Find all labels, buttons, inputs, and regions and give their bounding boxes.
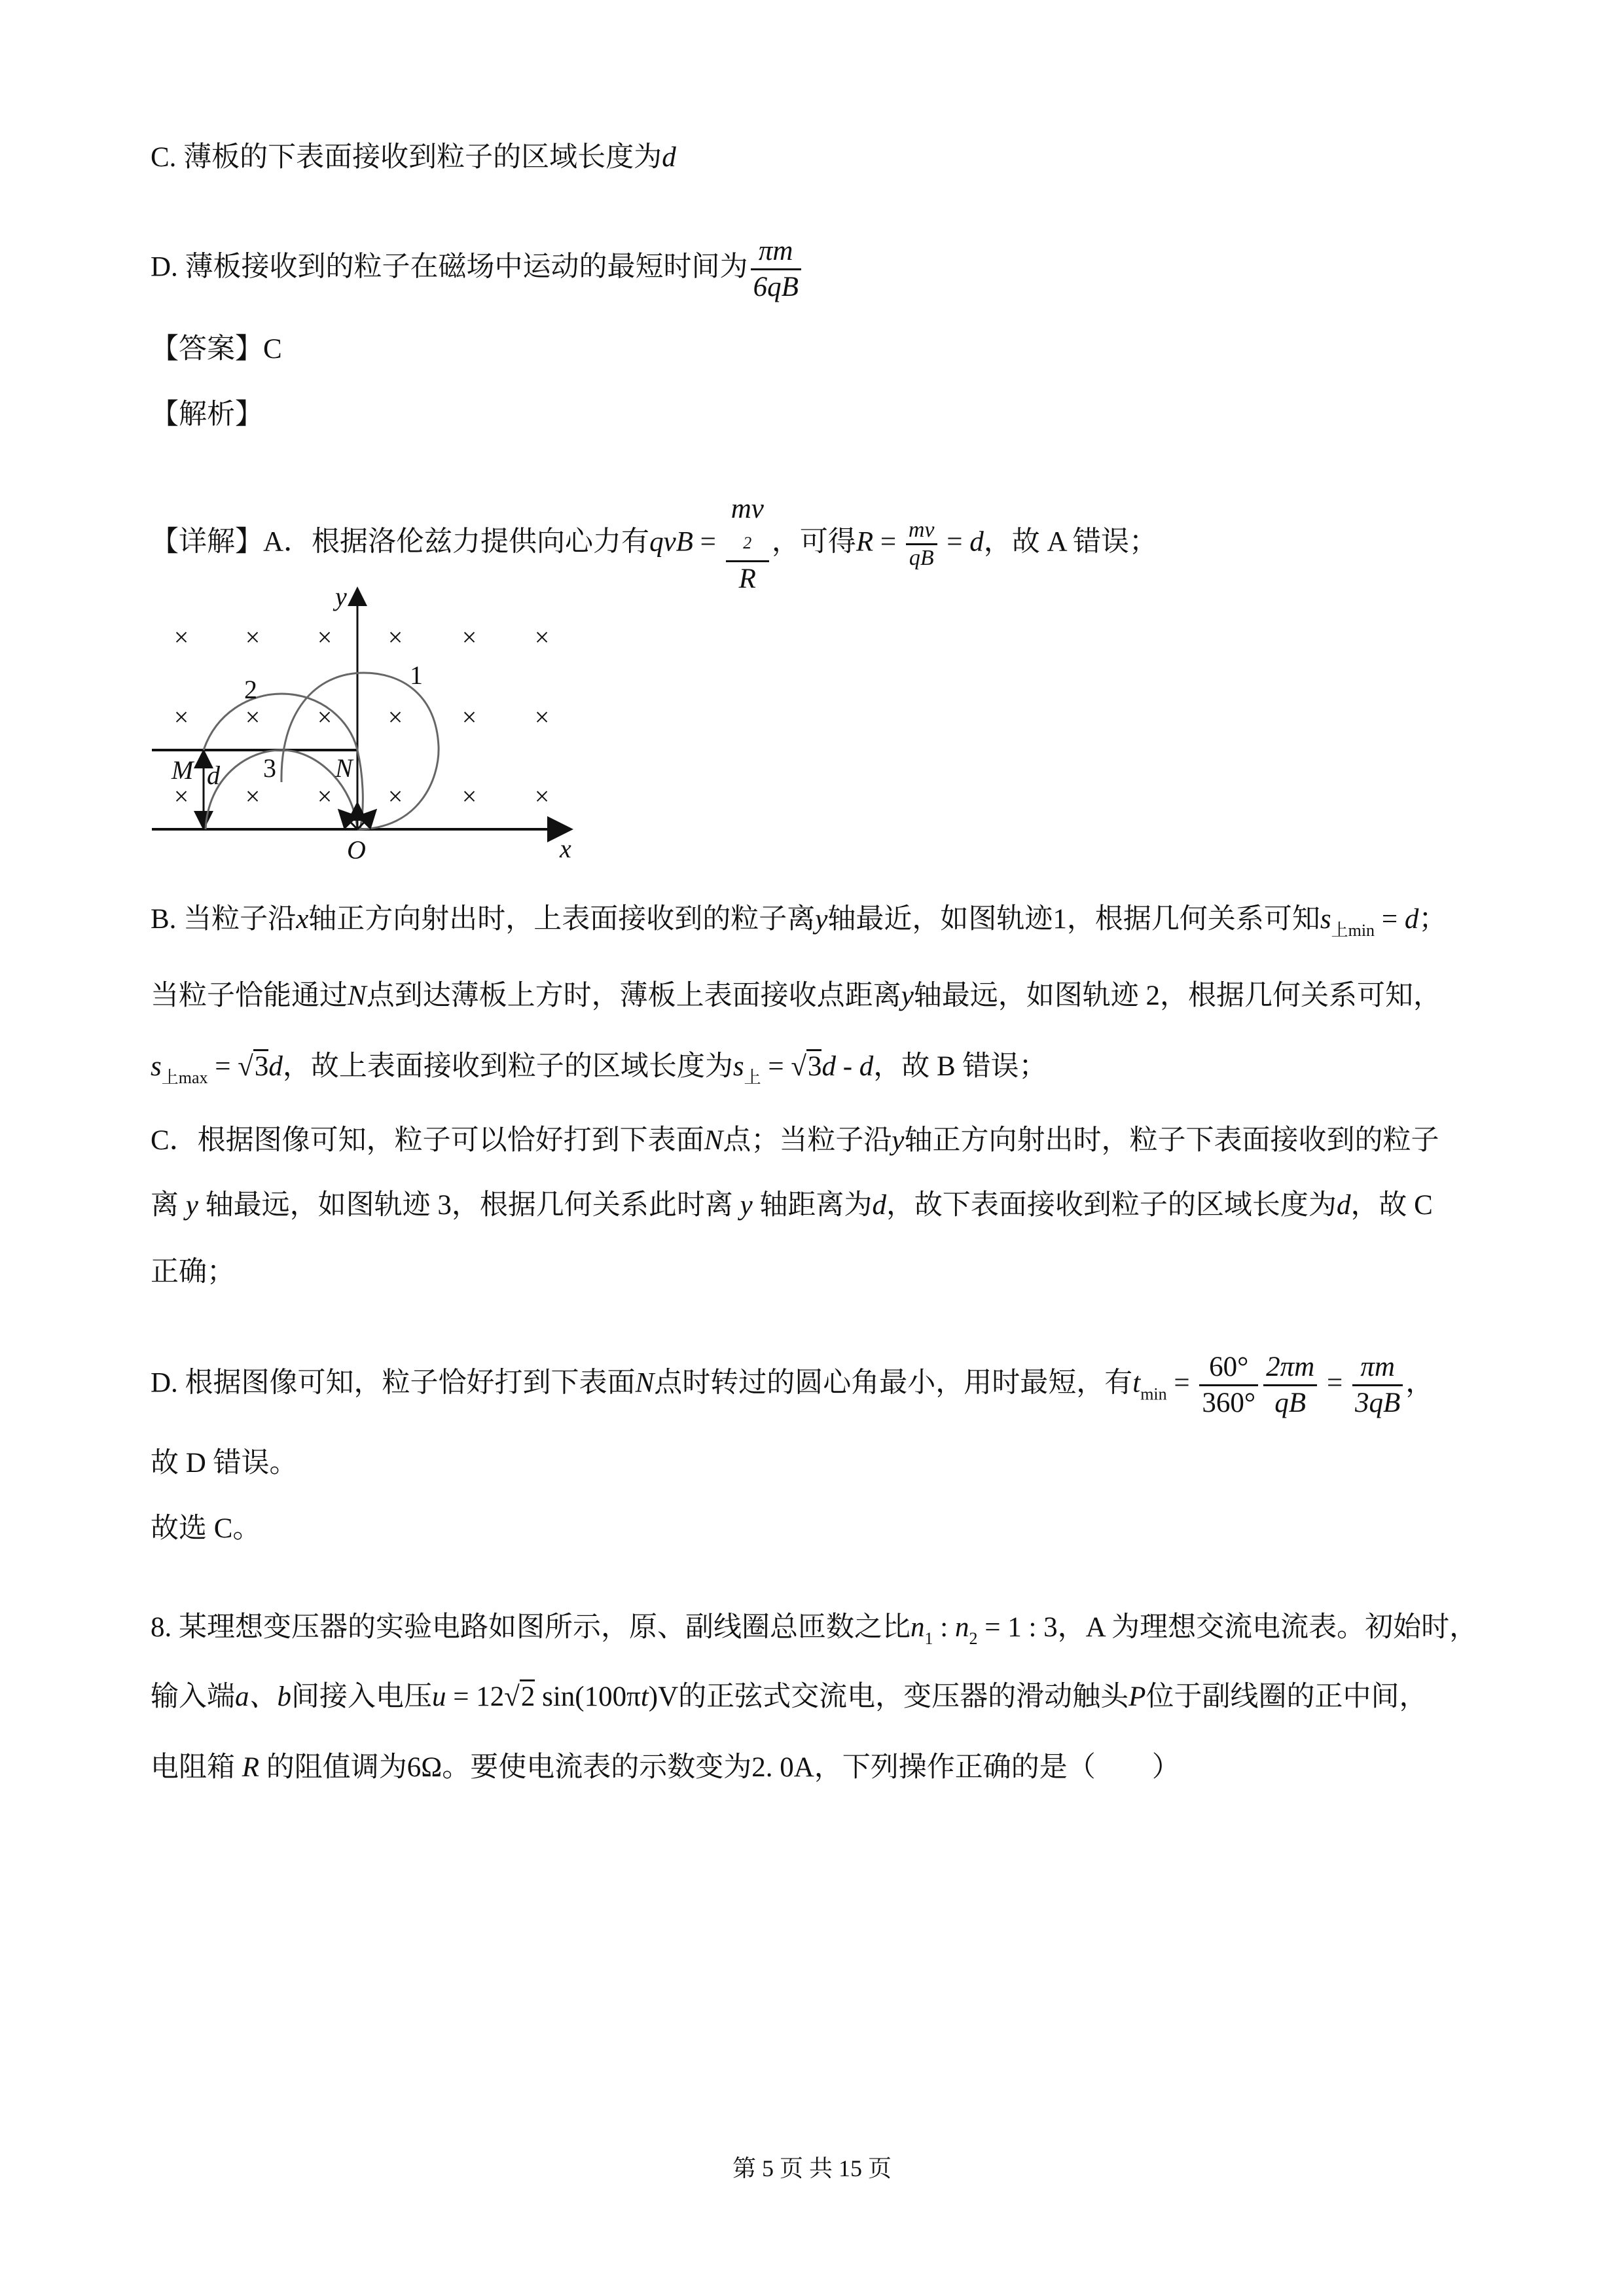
svg-text:1: 1 bbox=[410, 660, 423, 690]
text: 轴最远，如图轨迹 3，根据几何关系此时离 bbox=[205, 1190, 733, 1221]
numerator: πm bbox=[1352, 1350, 1403, 1386]
math: n bbox=[954, 1612, 969, 1643]
math: n bbox=[911, 1612, 925, 1643]
math: P bbox=[1128, 1681, 1146, 1712]
svg-text:×: × bbox=[317, 781, 333, 811]
math: x bbox=[296, 904, 309, 935]
d-line-1: D. 根据图像可知，粒子恰好打到下表面N点时转过的圆心角最小，用时最短，有$t_{min}$ = $\frac{60^\circ}{360^\circ}$ $\frac{2\pi m}{qB}$ = $\frac{\pi m}{3qB}$ ， bbox=[151, 1350, 1434, 1420]
fraction bbox=[1199, 1350, 1258, 1420]
math: t bbox=[1132, 1367, 1141, 1399]
subscript: min bbox=[1140, 1384, 1167, 1404]
svg-text:3: 3 bbox=[263, 753, 276, 783]
math: s bbox=[151, 1051, 162, 1082]
math: t bbox=[640, 1681, 649, 1712]
text: ，故 B 错误； bbox=[873, 1051, 1047, 1082]
math: = 12 bbox=[446, 1681, 505, 1712]
numerator: mv bbox=[906, 517, 937, 545]
text: A．根据洛伦兹力提供向心力有 bbox=[263, 526, 650, 558]
option-c bbox=[151, 138, 676, 177]
numerator: πm bbox=[751, 234, 801, 270]
fraction bbox=[726, 492, 769, 596]
denominator: R bbox=[738, 564, 756, 594]
text: C．根据图像可知，粒子可以恰好打到下表面 bbox=[151, 1125, 704, 1156]
svg-text:×: × bbox=[461, 622, 477, 652]
analysis-label: 【解析】 bbox=[151, 399, 263, 430]
option-label: D. bbox=[151, 251, 185, 283]
svg-text:d: d bbox=[207, 761, 220, 790]
d-line-3: 故选 C。 bbox=[151, 1513, 261, 1544]
math-var: d bbox=[662, 142, 676, 173]
svg-text:x: x bbox=[560, 834, 571, 863]
radicand: 3 bbox=[806, 1049, 822, 1082]
text: 间接入电压 bbox=[291, 1681, 432, 1712]
math: a、b bbox=[235, 1681, 291, 1712]
svg-text:M: M bbox=[171, 755, 194, 785]
denominator: 3qB bbox=[1355, 1388, 1401, 1418]
text: ，故下表面接收到粒子的区域长度为 bbox=[886, 1190, 1337, 1221]
fraction bbox=[906, 517, 937, 571]
math: y bbox=[185, 1190, 198, 1221]
option-label: C. bbox=[151, 142, 184, 173]
svg-text:×: × bbox=[388, 622, 403, 652]
svg-text:×: × bbox=[388, 781, 403, 811]
math: N bbox=[704, 1125, 723, 1156]
answer-value: C bbox=[263, 334, 282, 365]
svg-text:×: × bbox=[173, 781, 189, 811]
svg-text:N: N bbox=[335, 753, 353, 783]
text: 输入端 bbox=[151, 1681, 235, 1712]
c-line-1 bbox=[151, 1121, 1439, 1160]
math: s bbox=[732, 1051, 744, 1082]
math: = 1 : 3 bbox=[984, 1612, 1058, 1643]
svg-text:2: 2 bbox=[244, 675, 257, 704]
denominator: 360° bbox=[1202, 1388, 1256, 1418]
option-text: 薄板的下表面接收到粒子的区域长度为 bbox=[183, 142, 662, 173]
svg-text:×: × bbox=[534, 781, 550, 811]
svg-text:×: × bbox=[461, 702, 477, 732]
text: B. 当粒子沿 bbox=[151, 904, 297, 935]
text: 的阻值调为6Ω。要使电流表的示数变为2. 0A，下列操作正确的是（ ） bbox=[266, 1752, 1180, 1783]
c-line-3: 正确； bbox=[151, 1257, 235, 1287]
numerator: 2πm bbox=[1263, 1350, 1317, 1386]
answer-label: 【答案】 bbox=[151, 334, 263, 365]
c-line-2 bbox=[151, 1186, 1433, 1225]
math: R bbox=[242, 1752, 260, 1783]
denominator: qB bbox=[1274, 1388, 1307, 1418]
math: d - d bbox=[821, 1051, 874, 1082]
math: )V bbox=[648, 1681, 679, 1712]
svg-text:×: × bbox=[461, 781, 477, 811]
text: 轴距离为 bbox=[759, 1190, 873, 1221]
math: y bbox=[740, 1190, 753, 1221]
svg-text:×: × bbox=[317, 622, 333, 652]
q8-line-3 bbox=[151, 1748, 1180, 1787]
svg-text:×: × bbox=[173, 622, 189, 652]
q8-line-2: 输入端a、b间接入电压u = 12√2 sin(100πt)V的正弦式交流电，变压器的滑动触头P位于副线圈的正中间， bbox=[151, 1677, 1427, 1717]
text: 点；当粒子沿 bbox=[723, 1125, 892, 1156]
text: ，故上表面接收到粒子的区域长度为 bbox=[282, 1051, 733, 1082]
option-text: 薄板接收到的粒子在磁场中运动的最短时间为 bbox=[185, 251, 748, 283]
b-line-2 bbox=[151, 977, 1441, 1016]
math: d bbox=[268, 1051, 283, 1082]
text: D. 根据图像可知，粒子恰好打到下表面 bbox=[151, 1367, 636, 1399]
text: 位于副线圈的正中间， bbox=[1146, 1681, 1428, 1712]
b-line-3: $s_{上max} = √3d$，故上表面接收到粒子的区域长度为$s_上 = √3d - d$，故 B 错误； bbox=[151, 1047, 1047, 1098]
svg-text:×: × bbox=[317, 702, 333, 732]
text: ， bbox=[1405, 1367, 1434, 1399]
svg-text:×: × bbox=[388, 702, 403, 732]
subscript: 上 bbox=[744, 1068, 761, 1087]
math: y bbox=[815, 904, 828, 935]
svg-text:×: × bbox=[534, 702, 550, 732]
radicand: 3 bbox=[253, 1049, 269, 1082]
text: 离 bbox=[151, 1190, 179, 1221]
subscript: 上min bbox=[1331, 921, 1375, 940]
svg-text:×: × bbox=[245, 622, 261, 652]
text: 8. 某理想变压器的实验电路如图所示，原、副线圈总匝数之比 bbox=[151, 1612, 911, 1643]
denominator: qB bbox=[909, 546, 934, 570]
d-line-2: 故 D 错误。 bbox=[151, 1448, 298, 1479]
math: d bbox=[969, 526, 984, 558]
text: ，故 A 错误； bbox=[983, 526, 1157, 558]
svg-text:O: O bbox=[347, 835, 366, 865]
math: d bbox=[1404, 904, 1419, 935]
detail-label: 【详解】 bbox=[151, 526, 263, 558]
subscript: 上max bbox=[161, 1068, 208, 1087]
text: 的正弦式交流电，变压器的滑动触头 bbox=[678, 1681, 1129, 1712]
math: mv bbox=[731, 493, 764, 524]
svg-text:×: × bbox=[173, 702, 189, 732]
detail-a: 【详解】A．根据洛伦兹力提供向心力有qvB = mv 2 R ，可得R = $\frac{mv}{qB}$ = d，故 A 错误； bbox=[151, 492, 1157, 596]
math: qvB bbox=[649, 526, 693, 558]
answer bbox=[151, 330, 282, 369]
text: 电阻箱 bbox=[151, 1752, 235, 1783]
svg-text:×: × bbox=[534, 622, 550, 652]
text: 轴正方向射出时，粒子下表面接收到的粒子 bbox=[904, 1125, 1439, 1156]
numerator bbox=[726, 492, 769, 562]
math: u bbox=[432, 1681, 446, 1712]
text: ； bbox=[1418, 904, 1447, 935]
option-d bbox=[151, 234, 804, 304]
math: R bbox=[856, 526, 874, 558]
math: d bbox=[1336, 1190, 1351, 1221]
page-footer: 第 5 页 共 15 页 bbox=[732, 2155, 892, 2181]
magnetic-field-diagram bbox=[131, 563, 589, 877]
math: s bbox=[1320, 904, 1331, 935]
numerator: 60° bbox=[1199, 1350, 1258, 1386]
svg-text:y: y bbox=[335, 582, 347, 611]
fraction bbox=[1263, 1350, 1317, 1420]
math: y bbox=[901, 980, 914, 1011]
radicand: 2 bbox=[520, 1679, 535, 1712]
svg-text:×: × bbox=[245, 781, 261, 811]
q8-line-1: 8. 某理想变压器的实验电路如图所示，原、副线圈总匝数之比$n_1$ : $n_2 = 1$ : 3，A 为理想交流电流表。初始时， bbox=[151, 1612, 1478, 1648]
text: ，可得 bbox=[771, 526, 856, 558]
exponent: 2 bbox=[743, 533, 752, 552]
math: y bbox=[892, 1125, 905, 1156]
b-line-1: B. 当粒子沿x轴正方向射出时，上表面接收到的粒子离y轴最近，如图轨迹1，根据几何关系可知$s_{上min} = d$； bbox=[151, 904, 1447, 940]
text: ，A 为理想交流电流表。初始时， bbox=[1057, 1612, 1478, 1643]
svg-text:×: × bbox=[245, 702, 261, 732]
text: 轴最远，如图轨迹 2，根据几何关系可知， bbox=[913, 980, 1442, 1011]
denominator: 6qB bbox=[753, 272, 799, 302]
subscript: 2 bbox=[969, 1629, 978, 1648]
text: 点到达薄板上方时，薄板上表面接收点距离 bbox=[366, 980, 901, 1011]
subscript: 1 bbox=[924, 1629, 933, 1648]
text: 轴正方向射出时，上表面接收到的粒子离 bbox=[308, 904, 816, 935]
text: ，故 C bbox=[1350, 1190, 1433, 1221]
math: N bbox=[348, 980, 367, 1011]
math: d bbox=[872, 1190, 886, 1221]
text: 点时转过的圆心角最小，用时最短，有 bbox=[654, 1367, 1133, 1399]
text: 轴最近，如图轨迹1，根据几何关系可知 bbox=[827, 904, 1320, 935]
math: N bbox=[635, 1367, 655, 1399]
math: sin(100π bbox=[542, 1681, 641, 1712]
text: 当粒子恰能通过 bbox=[151, 980, 348, 1011]
fraction bbox=[1352, 1350, 1403, 1420]
fraction bbox=[751, 234, 801, 304]
